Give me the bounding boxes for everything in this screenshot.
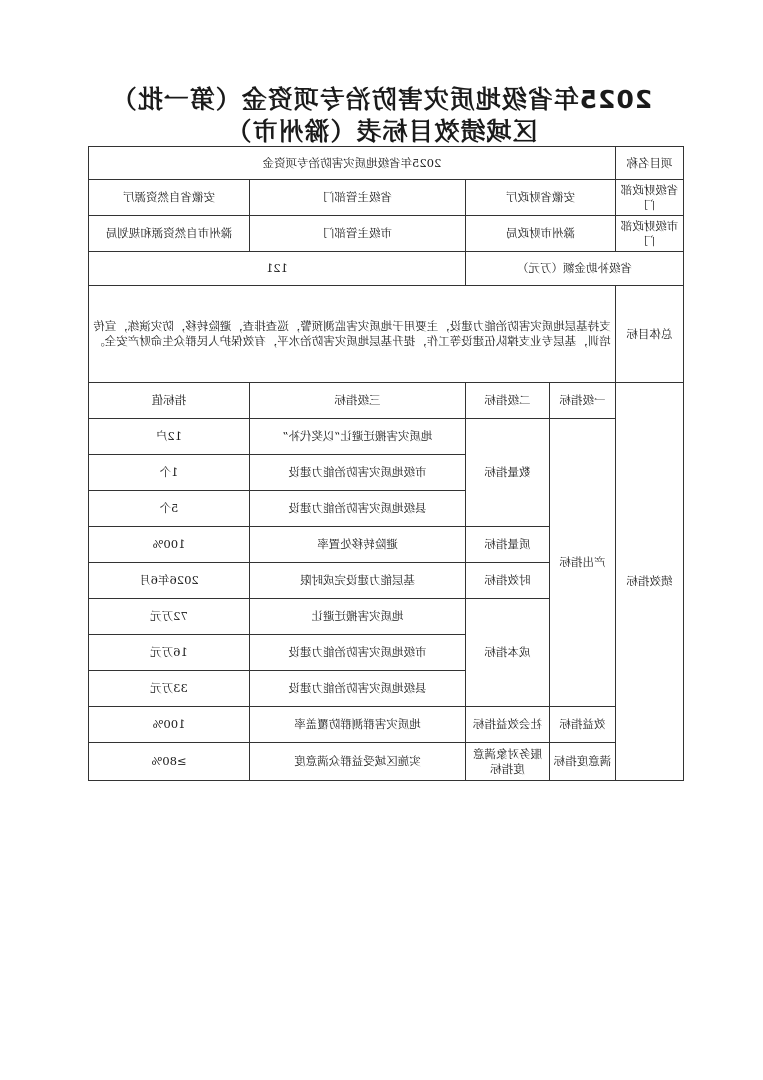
table-row xyxy=(88,180,683,216)
indicator-value: 1个 xyxy=(88,455,249,491)
overall-goal-label: 总体目标 xyxy=(616,286,684,383)
indicator-name: 市级地质灾害防治能力建设 xyxy=(250,635,466,671)
cost-label: 成本指标 xyxy=(466,599,550,707)
indicator-name: 地质灾害搬迁避让 xyxy=(250,599,466,635)
subsidy-amount: 121 xyxy=(88,252,465,286)
indicator-value: ≥80% xyxy=(88,743,249,781)
indicator-name: 避险转移处置率 xyxy=(250,527,466,563)
indicator-value: 100% xyxy=(88,707,249,743)
output-label: 产出指标 xyxy=(550,419,616,707)
table-row xyxy=(88,419,683,455)
quantity-label: 数量指标 xyxy=(466,419,550,527)
prov-authority: 安徽省自然资源厅 xyxy=(88,180,249,216)
prov-finance: 安徽省财政厅 xyxy=(466,180,616,216)
perf-label: 绩效指标 xyxy=(616,383,684,781)
city-finance: 滁州市财政局 xyxy=(466,216,616,252)
table-row xyxy=(88,216,683,252)
indicator-name: 地质灾害群测群防覆盖率 xyxy=(250,707,466,743)
prov-finance-label: 省级财政部门 xyxy=(616,180,684,216)
project-name: 2025年省级地质灾害防治专项资金 xyxy=(88,147,615,180)
indicator-value: 5个 xyxy=(88,491,249,527)
table-row xyxy=(88,252,683,286)
document-title-line2: 区域绩效目标表（滁州市） xyxy=(225,117,538,146)
timeliness-label: 时效指标 xyxy=(466,563,550,599)
city-finance-label: 市级财政部门 xyxy=(616,216,684,252)
service-satisfaction-label: 服务对象满意度指标 xyxy=(466,743,550,781)
city-authority-label: 市级主管部门 xyxy=(250,216,466,252)
overall-goal-text: 支持基层地质灾害防治能力建设，主要用于地质灾害监测预警，巡查排查，避险转移，防灾演练，宣传培训，基层专业支撑队伍建设等工作，提升基层地质灾害防治水平，有效保护人民群众生命财产安全。 xyxy=(88,286,615,383)
benefit-label: 效益指标 xyxy=(550,707,616,743)
table-row xyxy=(88,286,683,383)
table-row xyxy=(88,743,683,781)
table-row xyxy=(88,707,683,743)
indicator-value: 100% xyxy=(88,527,249,563)
indicator-name: 地质灾害搬迁避让“以奖代补” xyxy=(250,419,466,455)
indicator-name: 实施区域受益群众满意度 xyxy=(250,743,466,781)
city-authority: 滁州市自然资源和规划局 xyxy=(88,216,249,252)
indicator-value: 2026年6月 xyxy=(88,563,249,599)
indicator-name: 县级地质灾害防治能力建设 xyxy=(250,671,466,707)
table-row xyxy=(88,147,683,180)
header-level2: 二级指标 xyxy=(466,383,550,419)
indicator-value: 72万元 xyxy=(88,599,249,635)
indicator-name: 县级地质灾害防治能力建设 xyxy=(250,491,466,527)
satisfaction-label: 满意度指标 xyxy=(550,743,616,781)
indicator-value: 16万元 xyxy=(88,635,249,671)
indicator-name: 市级地质灾害防治能力建设 xyxy=(250,455,466,491)
indicator-value: 12户 xyxy=(88,419,249,455)
social-label: 社会效益指标 xyxy=(466,707,550,743)
indicator-name: 基层能力建设完成时限 xyxy=(250,563,466,599)
project-name-label: 项目名称 xyxy=(616,147,684,180)
subsidy-label: 省级补助金额（万元） xyxy=(466,252,684,286)
header-value: 指标值 xyxy=(88,383,249,419)
table-header-row xyxy=(88,383,683,419)
performance-target-table xyxy=(88,146,684,781)
header-level3: 三级指标 xyxy=(250,383,466,419)
quality-label: 质量指标 xyxy=(466,527,550,563)
indicator-value: 33万元 xyxy=(88,671,249,707)
document-title-line1: 2025年省级地质灾害防治专项资金（第一批） xyxy=(110,85,653,114)
prov-authority-label: 省级主管部门 xyxy=(250,180,466,216)
header-level1: 一级指标 xyxy=(550,383,616,419)
